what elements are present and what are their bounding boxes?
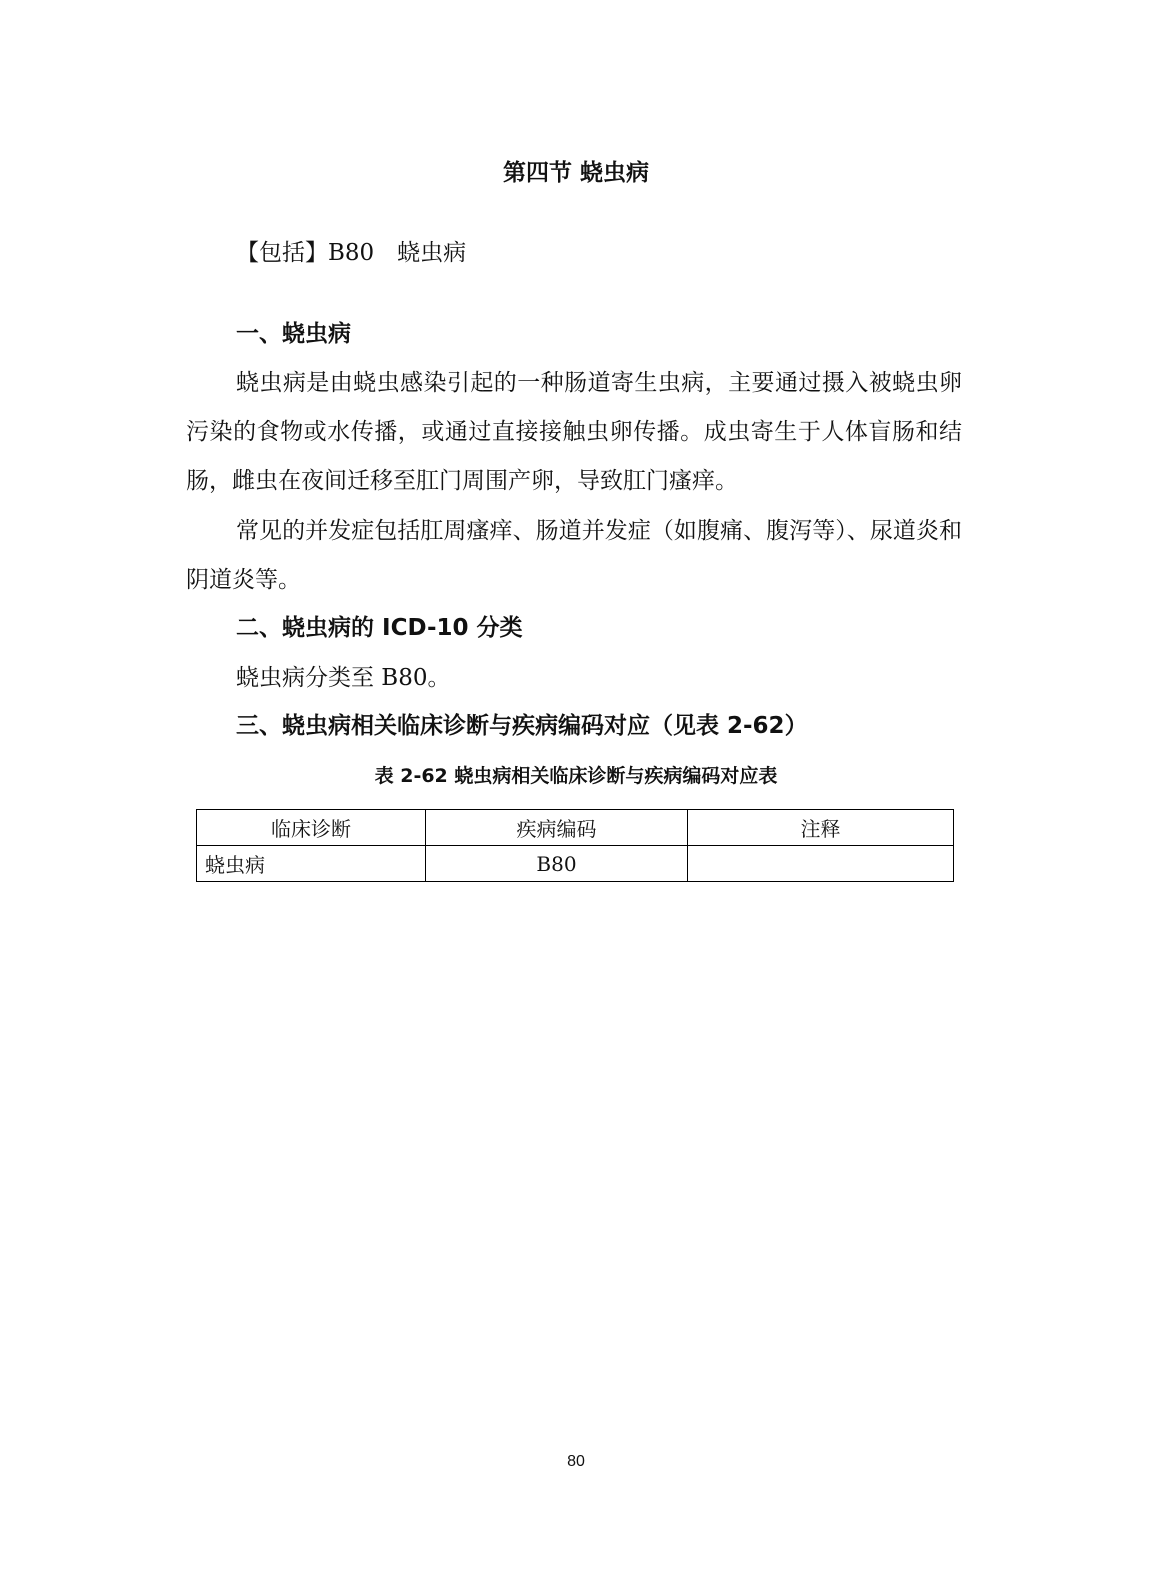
heading-section-2: 二、蛲虫病的 ICD-10 分类	[236, 615, 523, 641]
cell-code: B80	[426, 846, 688, 882]
header-disease-code: 疾病编码	[426, 810, 688, 846]
classification-text: 蛲虫病分类至 B80。	[236, 665, 451, 691]
diagnosis-code-table	[196, 809, 954, 882]
header-clinical-diagnosis: 临床诊断	[197, 810, 426, 846]
cell-diagnosis: 蛲虫病	[197, 846, 426, 882]
cell-notes	[688, 846, 954, 882]
includes-line: 【包括】B80 蛲虫病	[236, 240, 467, 266]
table-caption: 表 2-62 蛲虫病相关临床诊断与疾病编码对应表	[374, 765, 778, 787]
section-title: 第四节 蛲虫病	[502, 160, 649, 186]
table-row	[197, 846, 954, 882]
heading-section-3: 三、蛲虫病相关临床诊断与疾病编码对应（见表 2-62）	[236, 713, 808, 739]
page-number: 80	[567, 1453, 585, 1470]
paragraph-2: 常见的并发症包括肛周瘙痒、肠道并发症（如腹痛、腹泻等）、尿道炎和阴道炎等。	[186, 518, 962, 593]
heading-section-1: 一、蛲虫病	[236, 321, 351, 347]
paragraph-1: 蛲虫病是由蛲虫感染引起的一种肠道寄生虫病，主要通过摄入被蛲虫卵污染的食物或水传播，或通过直接接触虫卵传播。成虫寄生于人体盲肠和结肠，雌虫在夜间迁移至肛门周围产卵，导致肛门瘙痒。	[186, 370, 962, 494]
header-notes: 注释	[688, 810, 954, 846]
table-header-row	[197, 810, 954, 846]
